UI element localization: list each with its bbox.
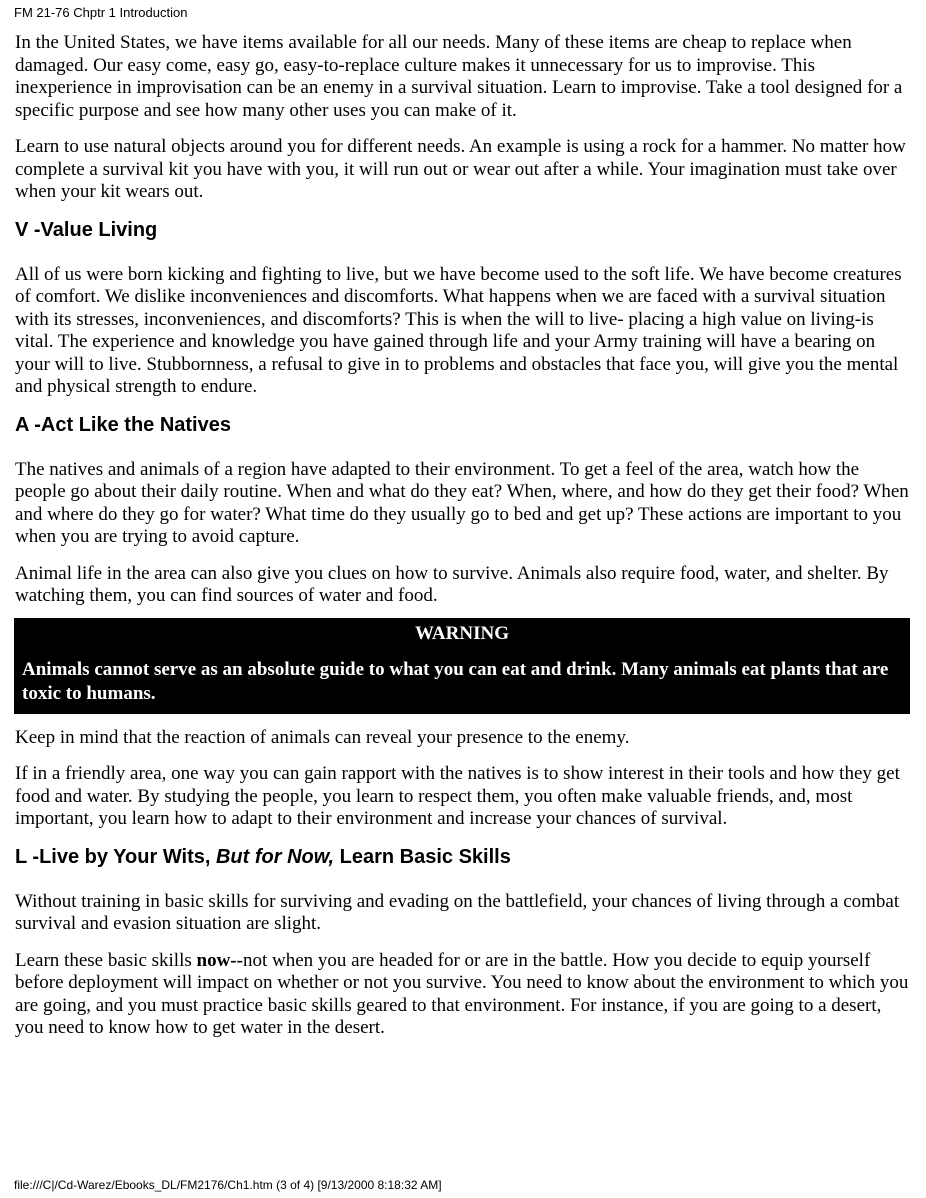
- heading-value-living: V -Value Living: [15, 218, 158, 241]
- paragraph-improvise: In the United States, we have items available for all our needs. Many of these items are cheap to replace when damaged. Our easy come, easy go, easy-to-replace culture makes it unnecessary for us to improvise. This inexperience in improvisation can be an enemy in a survival situation. Learn to improvise. Take a tool designed for a specific purpose and see how many other uses you can make of it.: [15, 32, 903, 121]
- paragraph-learn-now-start: Learn these basic skills: [15, 949, 197, 971]
- paragraph-natives-routine: The natives and animals of a region have adapted to their environment. To get a feel of the area, watch how the people go about their daily routine. When and what do they eat? When, where, and how do they get their food? When and where do they go for water? What time do they usually go to bed and get up? These actions are important to you when you are trying to avoid capture.: [15, 458, 909, 547]
- warning-title: WARNING: [415, 622, 509, 644]
- heading-live-by-wits-start: L -Live by Your Wits,: [15, 845, 216, 868]
- paragraph-learn-now-bold: now--: [196, 949, 243, 971]
- document-body: [15, 32, 911, 1054]
- heading-live-by-wits-end: Learn Basic Skills: [334, 845, 511, 868]
- paragraph-learn-now: [15, 950, 911, 1040]
- paragraph-learn-now-end: not when you are headed for or are in the battle. How you decide to equip yourself before deployment will impact on whether or not you survive. You need to know about the environment to which you are going, and you must practice basic skills geared to that environment. For instance, if you are going to a desert, you need to know how to get water in the desert.: [15, 949, 909, 1038]
- heading-live-by-wits: [15, 845, 911, 869]
- print-header: FM 21-76 Chptr 1 Introduction: [14, 5, 188, 20]
- heading-act-like-natives: A -Act Like the Natives: [15, 413, 231, 436]
- print-footer: file:///C|/Cd-Warez/Ebooks_DL/FM2176/Ch1.htm (3 of 4) [9/13/2000 8:18:32 AM]: [14, 1178, 442, 1192]
- paragraph-animal-reaction: Keep in mind that the reaction of animals can reveal your presence to the enemy.: [15, 726, 630, 748]
- paragraph-natural-objects: Learn to use natural objects around you for different needs. An example is using a rock for a hammer. No matter how complete a survival kit you have with you, it will run out or wear out after a while. Your imagination must take over when your kit wears out.: [15, 136, 906, 202]
- paragraph-animal-life: Animal life in the area can also give you clues on how to survive. Animals also require food, water, and shelter. By watching them, you can find sources of water and food.: [15, 562, 889, 606]
- warning-box: [14, 618, 910, 714]
- warning-text: Animals cannot serve as an absolute guide to what you can eat and drink. Many animals eat plants that are toxic to humans.: [22, 658, 889, 704]
- paragraph-value-living: All of us were born kicking and fighting to live, but we have become used to the soft life. We have become creatures of comfort. We dislike inconveniences and discomforts. What happens when we are faced with a survival situation with its stresses, inconveniences, and discomforts? This is when the will to live- placing a high value on living-is vital. The experience and knowledge you have gained through life and your Army training will have a bearing on your will to live. Stubbornness, a refusal to give in to problems and obstacles that face you, will give you the mental and physical strength to endure.: [15, 263, 902, 397]
- paragraph-rapport: If in a friendly area, one way you can gain rapport with the natives is to show interest in their tools and how they get food and water. By studying the people, you learn to respect them, you often make valuable friends, and, most important, you learn how to adapt to their environment and increase your chances of survival.: [15, 763, 900, 829]
- heading-live-by-wits-italic: But for Now,: [215, 845, 335, 868]
- paragraph-basic-training: Without training in basic skills for surviving and evading on the battlefield, your chances of living through a combat survival and evasion situation are slight.: [15, 890, 900, 934]
